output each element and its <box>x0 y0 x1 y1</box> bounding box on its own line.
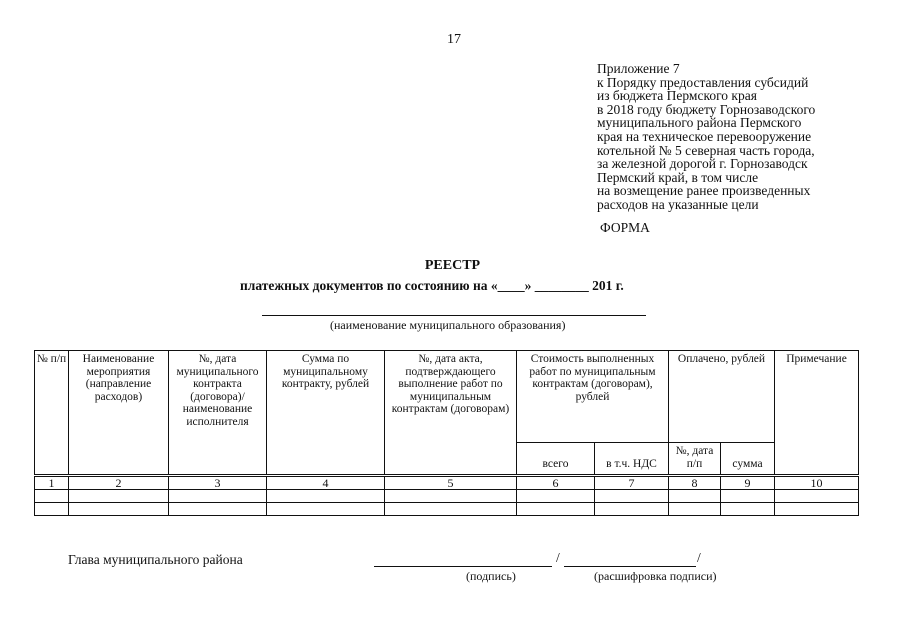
table-cell <box>169 490 267 503</box>
page-number: 17 <box>447 32 461 47</box>
header-cost-total: всего <box>517 443 595 476</box>
municipality-fill-line <box>262 315 646 316</box>
appendix-line: котельной № 5 северная часть города, <box>597 142 815 158</box>
table-cell <box>385 490 517 503</box>
table-cell <box>35 503 69 516</box>
table-cell <box>517 503 595 516</box>
column-number-row <box>35 476 859 490</box>
appendix-line: края на техническое перевооружение <box>597 128 812 144</box>
table-cell <box>669 490 721 503</box>
header-num: № п/п <box>35 351 69 476</box>
document-subtitle: платежных документов по состоянию на «____» ________ 201 г. <box>240 278 624 293</box>
signature-separator: / <box>697 550 701 565</box>
table-cell <box>721 503 775 516</box>
header-note: Примечание <box>775 351 859 476</box>
table-row <box>35 503 859 516</box>
signer-title: Глава муниципального района <box>68 552 243 567</box>
form-label: ФОРМА <box>600 220 650 235</box>
table-row <box>35 490 859 503</box>
appendix-line: за железной дорогой г. Горнозаводск <box>597 156 808 172</box>
table-cell <box>169 503 267 516</box>
header-cost: Стоимость выполненных работ по муниципальным контрактам (договорам), рублей <box>517 351 669 443</box>
header-name: Наименование мероприятия (направление расходов) <box>69 351 169 476</box>
column-number: 1 <box>35 476 69 490</box>
table-cell <box>69 503 169 516</box>
column-number: 4 <box>267 476 385 490</box>
column-number: 6 <box>517 476 595 490</box>
appendix-line: расходов на указанные цели <box>597 196 759 212</box>
column-number: 7 <box>595 476 669 490</box>
document-title: РЕЕСТР <box>424 258 481 273</box>
column-number: 8 <box>669 476 721 490</box>
signature-line <box>374 566 552 567</box>
column-number: 9 <box>721 476 775 490</box>
table-cell <box>775 503 859 516</box>
header-paid-num: №, дата п/п <box>669 443 721 476</box>
appendix-line: Пермский край, в том числе <box>597 169 759 185</box>
header-cost-vat: в т.ч. НДС <box>595 443 669 476</box>
header-act: №, дата акта, подтверждающего выполнение работ по муниципальным контрактам (договорам) <box>385 351 517 476</box>
appendix-line: к Порядку предоставления субсидий <box>597 74 809 90</box>
appendix-line: в 2018 году бюджету Горнозаводского <box>597 101 816 117</box>
municipality-caption: (наименование муниципального образования) <box>330 318 566 332</box>
table-cell <box>385 503 517 516</box>
table-cell <box>517 490 595 503</box>
table-cell <box>595 490 669 503</box>
signature-decoding-caption: (расшифровка подписи) <box>594 569 717 583</box>
table-cell <box>267 490 385 503</box>
header-paid-sum: сумма <box>721 443 775 476</box>
appendix-line: муниципального района Пермского <box>597 115 802 131</box>
signature-decoding-line <box>564 566 696 567</box>
appendix-line: Приложение 7 <box>597 61 680 76</box>
table-cell <box>35 490 69 503</box>
table-cell <box>267 503 385 516</box>
signature-separator: / <box>556 550 560 565</box>
header-paid: Оплачено, рублей <box>669 351 775 443</box>
column-number: 3 <box>169 476 267 490</box>
table-cell <box>69 490 169 503</box>
appendix-line: из бюджета Пермского края <box>597 88 757 104</box>
signature-caption: (подпись) <box>466 569 516 583</box>
header-sum: Сумма по муниципальному контракту, рублей <box>267 351 385 476</box>
table-cell <box>595 503 669 516</box>
header-contract: №, дата муниципального контракта (договора)/ наименование исполнителя <box>169 351 267 476</box>
table-cell <box>721 490 775 503</box>
column-number: 10 <box>775 476 859 490</box>
registry-table <box>34 350 859 516</box>
appendix-block <box>597 62 897 212</box>
column-number: 2 <box>69 476 169 490</box>
table-cell <box>775 490 859 503</box>
appendix-line: на возмещение ранее произведенных <box>597 183 811 199</box>
table-cell <box>669 503 721 516</box>
column-number: 5 <box>385 476 517 490</box>
header-row <box>35 351 859 443</box>
